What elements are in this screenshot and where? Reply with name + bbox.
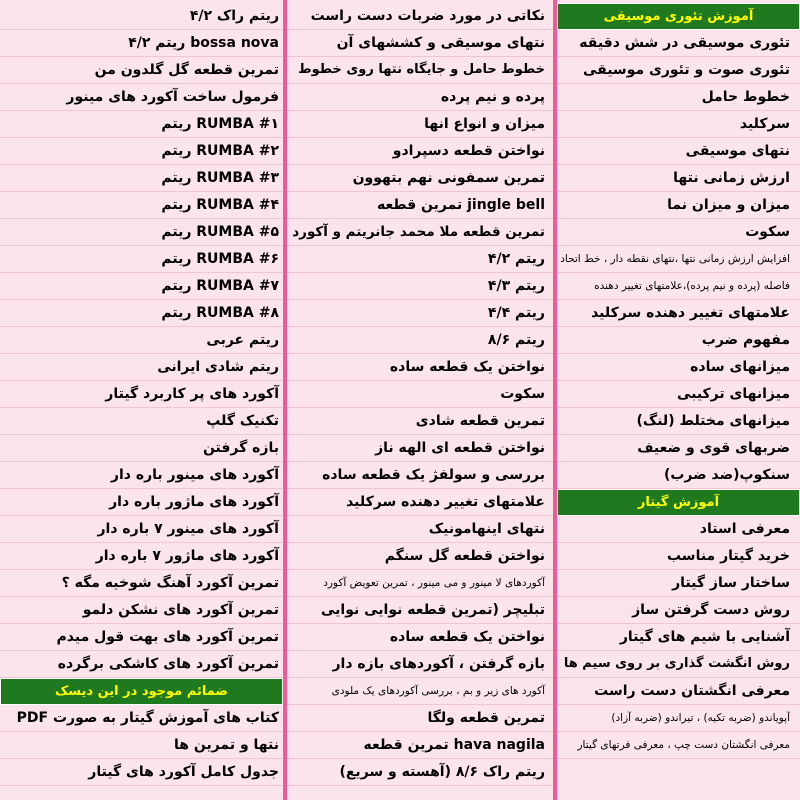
lesson-item: تمرین قطعه شادی [287, 408, 553, 435]
lesson-item: تکنیک گلپ [0, 408, 283, 435]
lesson-item: فاصله (پرده و نیم پرده)،علامتهای تغییر دهنده [557, 273, 800, 300]
lesson-item: ساختار ساز گیتار [557, 570, 800, 597]
section-header-music-theory: آموزش تئوری موسیقی [557, 3, 800, 30]
lesson-item: ریتم RUMBA #۱ [0, 111, 283, 138]
lesson-item: ریتم RUMBA #۳ [0, 165, 283, 192]
lesson-item: نواختن قطعه دسپرادو [287, 138, 553, 165]
lesson-item: bossa nova ریتم ۴/۲ [0, 30, 283, 57]
lesson-item: تمرین آکورد های کاشکی برگرده [0, 651, 283, 678]
lesson-item: تمرین سمفونی نهم بتهوون [287, 165, 553, 192]
lesson-item: سکوت [557, 219, 800, 246]
lesson-item: بازه گرفتن [0, 435, 283, 462]
lesson-item: سرکلید [557, 111, 800, 138]
lesson-item: خرید گیتار مناسب [557, 543, 800, 570]
lesson-item: نتهای موسیقی و کششهای آن [287, 30, 553, 57]
lesson-item: آپویاندو (ضربه تکیه) ، تیراندو (ضربه آزاد) [557, 705, 800, 732]
lesson-item: hava nagila تمرین قطعه [287, 732, 553, 759]
lesson-item: آکورد های مینور باره دار [0, 462, 283, 489]
lesson-item: بررسی و سولفژ یک قطعه ساده [287, 462, 553, 489]
lesson-item: تمرین قطعه ملا محمد جانریتم و آکورد [287, 219, 553, 246]
lesson-item: فرمول ساخت آکورد های مینور [0, 84, 283, 111]
lesson-item: ریتم RUMBA #۷ [0, 273, 283, 300]
lesson-item: تئوری موسیقی در شش دقیقه [557, 30, 800, 57]
lesson-item: میزانهای ترکیبی [557, 381, 800, 408]
lesson-item: معرفی انگشتان دست چپ ، معرفی فرتهای گیتار [557, 732, 800, 759]
lesson-item: آکورد های ماژور باره دار [0, 489, 283, 516]
lesson-item: نتها و تمرین ها [0, 732, 283, 759]
lesson-item: علامتهای تغییر دهنده سرکلید [287, 489, 553, 516]
lesson-item: میزان و انواع انها [287, 111, 553, 138]
lesson-item: نواختن یک قطعه ساده [287, 624, 553, 651]
lesson-item: روش انگشت گذاری بر روی سیم ها [557, 651, 800, 678]
lesson-item: ریتم راک ۴/۲ [0, 3, 283, 30]
lesson-item: میزانهای ساده [557, 354, 800, 381]
lesson-item: مفهوم ضرب [557, 327, 800, 354]
lesson-item: معرفی استاد [557, 516, 800, 543]
lesson-item: ریتم شادی ایرانی [0, 354, 283, 381]
lesson-item: علامتهای تغییر دهنده سرکلید [557, 300, 800, 327]
section-header-disc-extras: ضمائم موجود در این دیسک [0, 678, 283, 705]
lesson-item: سنکوپ(ضد ضرب) [557, 462, 800, 489]
lesson-item: خطوط حامل و جایگاه نتها روی خطوط [287, 57, 553, 84]
lesson-item: سکوت [287, 381, 553, 408]
lesson-item: نواختن قطعه گل سنگم [287, 543, 553, 570]
lesson-item: نتهای موسیقی [557, 138, 800, 165]
lesson-item: ریتم ۴/۳ [287, 273, 553, 300]
lesson-column-middle [287, 3, 553, 786]
lesson-item: آکورد های ماژور ۷ باره دار [0, 543, 283, 570]
lesson-item: ریتم ۸/۶ [287, 327, 553, 354]
lesson-item: آکوردهای لا مینور و می مینور ، تمرین تعویض آکورد [287, 570, 553, 597]
lesson-item: خطوط حامل [557, 84, 800, 111]
lesson-item: پرده و نیم پرده [287, 84, 553, 111]
lesson-item: تمرین قطعه ولگا [287, 705, 553, 732]
lesson-item: ارزش زمانی نتها [557, 165, 800, 192]
lesson-item: جدول کامل آکورد های گیتار [0, 759, 283, 786]
lesson-item: ریتم RUMBA #۸ [0, 300, 283, 327]
lesson-item: آشنایی با شیم های گیتار [557, 624, 800, 651]
lesson-item: نکاتی در مورد ضربات دست راست [287, 3, 553, 30]
lesson-item: تئوری صوت و تئوری موسیقی [557, 57, 800, 84]
section-header-guitar: آموزش گیتار [557, 489, 800, 516]
lesson-item: ریتم ۴/۴ [287, 300, 553, 327]
lesson-item: ریتم RUMBA #۴ [0, 192, 283, 219]
lesson-item: ریتم RUMBA #۲ [0, 138, 283, 165]
lesson-item: ریتم راک ۸/۶ (آهسته و سریع) [287, 759, 553, 786]
lesson-column-right [557, 3, 800, 759]
lesson-item: افزایش ارزش زمانی نتها ،نتهای نقطه دار ، خط اتحاد [557, 246, 800, 273]
lesson-column-left [0, 3, 283, 786]
lesson-item: نواختن قطعه ای الهه ناز [287, 435, 553, 462]
lesson-item: تمرین آکورد های نشکن دلمو [0, 597, 283, 624]
lesson-item: میزان و میزان نما [557, 192, 800, 219]
lesson-item: آکورد های زیر و بم ، بررسی آکوردهای یک ملودی [287, 678, 553, 705]
lesson-item: ضربهای قوی و ضعیف [557, 435, 800, 462]
lesson-item: معرفی انگشتان دست راست [557, 678, 800, 705]
lesson-item: ریتم ۴/۲ [287, 246, 553, 273]
lesson-item: میزانهای مختلط (لنگ) [557, 408, 800, 435]
lesson-item: تمرین آکورد های بهت قول میدم [0, 624, 283, 651]
lesson-item: ریتم عربی [0, 327, 283, 354]
lesson-item: تمرین آکورد آهنگ شوخیه مگه ؟ [0, 570, 283, 597]
lesson-item: ریتم RUMBA #۶ [0, 246, 283, 273]
lesson-item: بازه گرفتن ، آکوردهای بازه دار [287, 651, 553, 678]
lesson-item: روش دست گرفتن ساز [557, 597, 800, 624]
lesson-item: تمرین قطعه گل گلدون من [0, 57, 283, 84]
lesson-item: آکورد های مینور ۷ باره دار [0, 516, 283, 543]
lesson-item: نتهای اینهامونیک [287, 516, 553, 543]
lesson-item: آکورد های پر کاربرد گیتار [0, 381, 283, 408]
lesson-item: jingle bell تمرین قطعه [287, 192, 553, 219]
lesson-item: نواختن یک قطعه ساده [287, 354, 553, 381]
lesson-item: کتاب های آموزش گیتار به صورت PDF [0, 705, 283, 732]
lesson-item: تبلیچر (تمرین قطعه نوایی نوایی [287, 597, 553, 624]
lesson-item: ریتم RUMBA #۵ [0, 219, 283, 246]
